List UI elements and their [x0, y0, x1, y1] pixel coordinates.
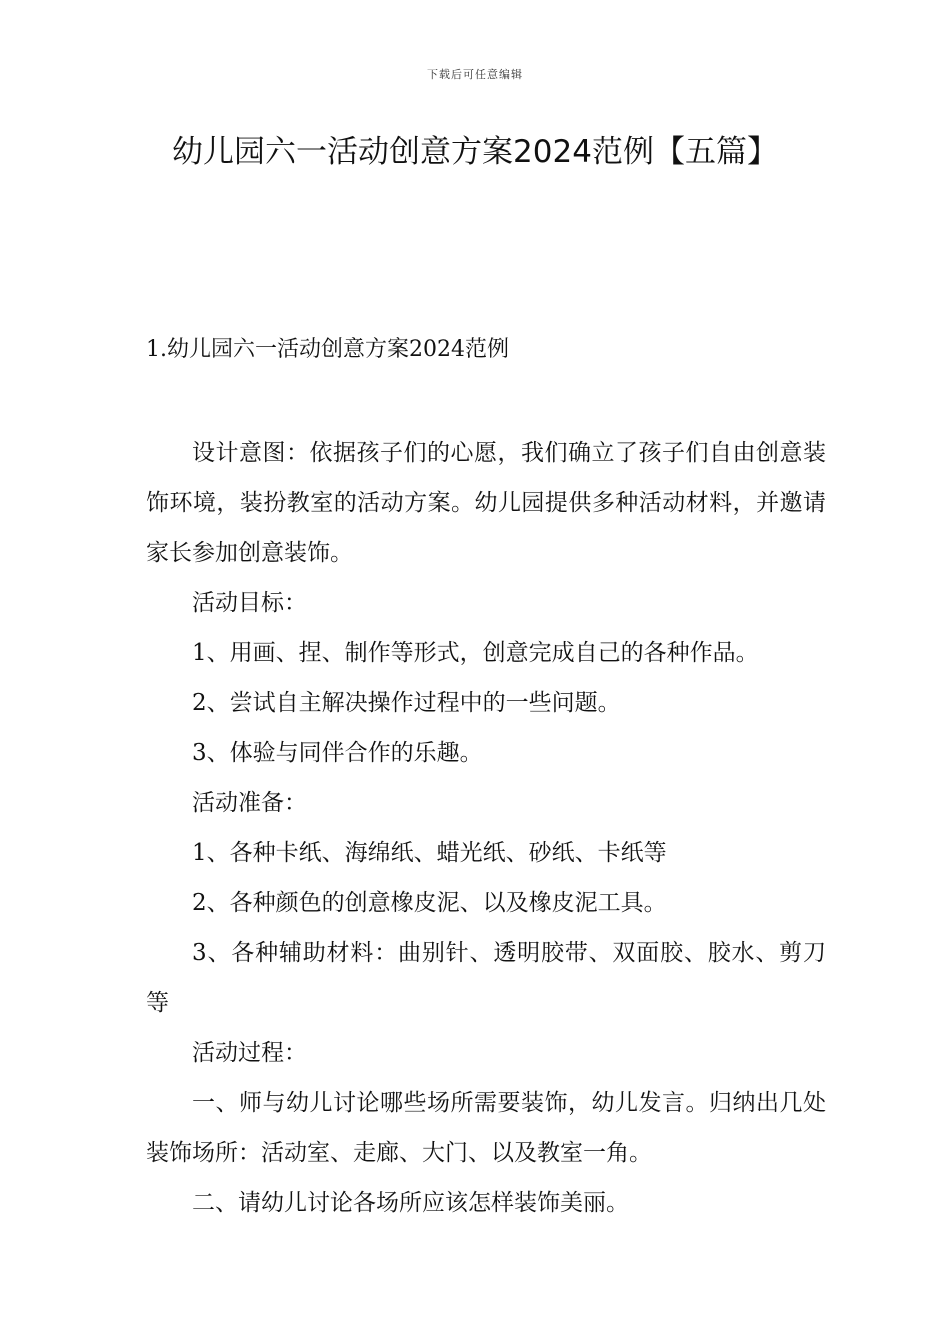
paragraph-prep-heading: 活动准备：	[192, 790, 307, 816]
paragraph-process-1: 一、师与幼儿讨论哪些场所需要装饰，幼儿发言。归纳出几处装饰场所：活动室、走廊、大门、以及教室一角。	[146, 1090, 826, 1166]
paragraph-process-heading: 活动过程：	[192, 1040, 307, 1066]
header-note: 下载后可任意编辑	[427, 68, 523, 81]
paragraph-design-intent: 设计意图：依据孩子们的心愿，我们确立了孩子们自由创意装饰环境，装扮教室的活动方案。幼儿园提供多种活动材料，并邀请家长参加创意装饰。	[146, 440, 826, 566]
document-body	[146, 428, 826, 1228]
document-title: 幼儿园六一活动创意方案2024范例【五篇】	[172, 134, 778, 170]
paragraph-goals-heading: 活动目标：	[192, 590, 307, 616]
paragraph-goal-2: 2、尝试自主解决操作过程中的一些问题。	[192, 690, 621, 716]
paragraph-prep-1: 1、各种卡纸、海绵纸、蜡光纸、砂纸、卡纸等	[192, 840, 667, 866]
paragraph-prep-2: 2、各种颜色的创意橡皮泥、以及橡皮泥工具。	[192, 890, 667, 916]
paragraph-process-2: 二、请幼儿讨论各场所应该怎样装饰美丽。	[192, 1190, 629, 1216]
paragraph-prep-3: 3、各种辅助材料：曲别针、透明胶带、双面胶、胶水、剪刀等	[146, 940, 826, 1016]
paragraph-goal-1: 1、用画、捏、制作等形式，创意完成自己的各种作品。	[192, 640, 759, 666]
paragraph-goal-3: 3、体验与同伴合作的乐趣。	[192, 740, 483, 766]
section-heading: 1.幼儿园六一活动创意方案2024范例	[146, 337, 509, 362]
